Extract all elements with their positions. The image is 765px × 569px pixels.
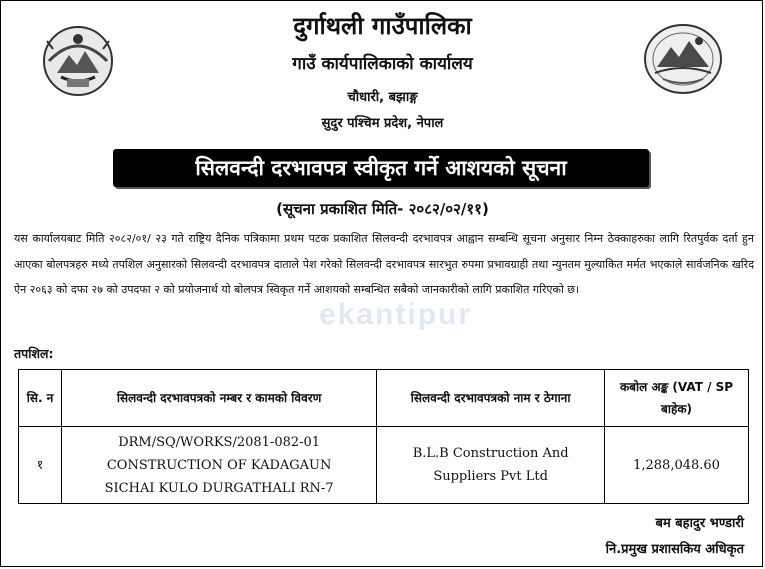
notice-body-text: यस कार्यालयबाट मिति २०८२/०१/ २३ गते राष्ट्रिय दैनिक पत्रिकामा प्रथम पटक प्रकाशित सिलवन्दी दरभावपत्र आह्वान सम्बन्धि सूचना अनुसार निम्न ठेक्काहरुका लागि रितपुर्वक दर्ता हुन आएका बोलपत्रहरु मध्ये तपशिल अनुसारको सिलवन्दी दरभावपत्र दाताले पेश गरेको सिलवन्दी दरभावपत्र सारभुत रुपमा प्रभावग्राही तथा न्युनतम मुल्याकित मर्मत भएकाले सार्वजनिक खरिद ऐन २०६३ को दफा २७ को उपदफा २ को प्रयोजनार्थ यो बोलपत्र स्विकृत गर्ने आशयको सम्बन्धित सबैको जानकारीको लागि प्रकाशित गरिएको छ। — [14, 232, 754, 296]
signatory-designation: नि.प्रमुख प्रशासकिय अधिकृत — [605, 542, 744, 557]
cell-bidder — [377, 427, 605, 504]
desc-line: CONSTRUCTION OF KADAGAUN — [106, 457, 332, 473]
publish-date: (सूचना प्रकाशित मिति- २०८२/०२/११) — [276, 200, 489, 218]
col-header-amount: कबोल अङ्क (VAT / SP बाहेक) — [605, 370, 749, 427]
signatory-name: बम बहादुर भण्डारी — [655, 516, 744, 531]
watermark-text: ekantipur — [319, 298, 473, 331]
col-header-bidder: सिलवन्दी दरभावपत्रको नाम र ठेगाना — [377, 370, 605, 427]
table-header-row — [19, 370, 749, 427]
table-row — [19, 427, 749, 504]
col-header-serial: सि. न — [19, 370, 62, 427]
municipality-name: दुर्गाथली गाउँपालिका — [293, 12, 472, 40]
office-name: गाउँ कार्यपालिकाको कार्यालय — [292, 54, 473, 74]
cell-amount: 1,288,048.60 — [605, 427, 749, 504]
office-location: चौधारी, बझाङ्ग — [347, 90, 418, 105]
bidder-line: B.L.B Construction And — [412, 446, 569, 461]
cell-description — [62, 427, 377, 504]
bid-details-table — [18, 369, 749, 504]
notice-title-banner: सिलवन्दी दरभावपत्र स्वीकृत गर्ने आशयको सूचना — [113, 149, 649, 187]
desc-line: SICHAI KULO DURGATHALI RN-7 — [104, 480, 334, 496]
col-header-description: सिलवन्दी दरभावपत्रको नम्बर र कामको विवरण — [62, 370, 377, 427]
province-country: सुदुर पश्चिम प्रदेश, नेपाल — [321, 116, 444, 131]
desc-line: DRM/SQ/WORKS/2081-082-01 — [118, 434, 321, 450]
details-label: तपशिल: — [14, 346, 54, 361]
cell-serial: १ — [19, 427, 62, 504]
bidder-line: Suppliers Pvt Ltd — [433, 469, 548, 484]
